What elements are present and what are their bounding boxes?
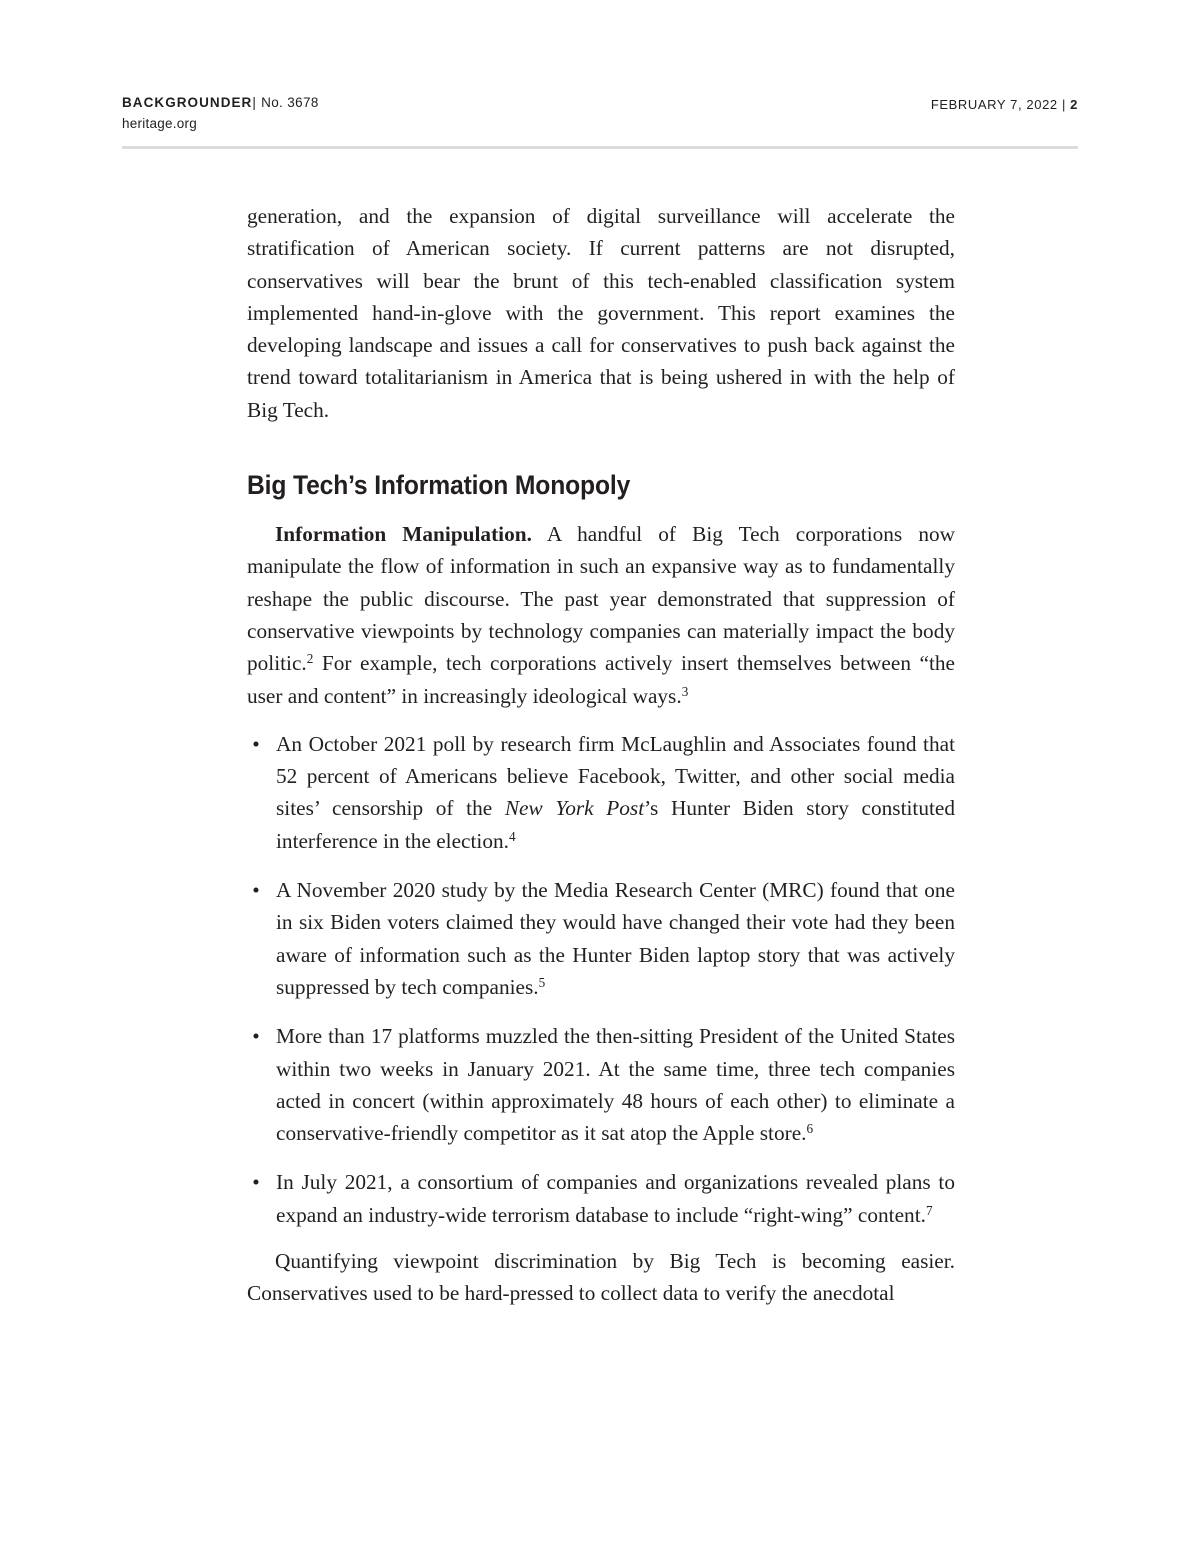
running-head-left bbox=[122, 96, 319, 130]
footnote-marker-7: 7 bbox=[925, 1202, 933, 1218]
footnote-marker-4: 4 bbox=[508, 828, 516, 844]
list-item-italic: New York Post bbox=[504, 796, 645, 821]
closing-paragraph: Quantifying viewpoint discrimination by Big Tech is becoming easier. Conservatives used to be hard-pressed to collect data to verify the anecdotal bbox=[247, 1249, 955, 1306]
footnote-marker-2: 2 bbox=[306, 651, 314, 667]
list-item-text-1: An October 2021 poll by research firm McLaughlin and Associates found that 52 percent of Americans believe Facebook, Twitter, and other social media sites’ censorship of the bbox=[276, 731, 955, 821]
publication-date: FEBRUARY 7, 2022 bbox=[930, 97, 1058, 112]
running-head-right bbox=[931, 97, 1078, 112]
information-manipulation-paragraph bbox=[247, 518, 955, 712]
website-url: heritage.org bbox=[122, 115, 198, 131]
paragraph-text-1: A handful of Big Tech corporations now manipulate the flow of information in such an expansive way as to fundamentally reshape the public discourse. The past year demonstrated that suppression of conservative viewpoints by technology companies can materially impact the body politic. bbox=[247, 522, 955, 676]
list-item-text-1: In July 2021, a consortium of companies and organizations revealed plans to expand an industry-wide terrorism database to include “right-wing” content. bbox=[276, 1170, 955, 1227]
spacer-before-heading bbox=[247, 426, 955, 470]
bullet-marker-icon: • bbox=[252, 731, 260, 756]
publication-line bbox=[122, 96, 319, 110]
list-item-text-2: ’s Hunter Biden story constituted interference in the election. bbox=[276, 796, 956, 853]
body-column bbox=[247, 200, 955, 1310]
footnote-marker-5: 5 bbox=[538, 975, 546, 991]
footnote-marker-3: 3 bbox=[681, 683, 689, 699]
list-item bbox=[247, 1020, 955, 1149]
running-head bbox=[122, 96, 1078, 142]
continued-paragraph: generation, and the expansion of digital surveillance will accelerate the stratification of American society. If current patterns are not disrupted, conservatives will bear the brunt of this tech-enabled classification system implemented hand-in-glove with the government. This report examines the developing landscape and issues a call for conservatives to push back against the trend toward totalitarianism in America that is being ushered in with the help of Big Tech. bbox=[247, 204, 955, 422]
section-heading: Big Tech’s Information Monopoly bbox=[247, 470, 631, 501]
publication-name: BACKGROUNDER bbox=[122, 95, 253, 110]
paragraph-text-2: For example, tech corporations actively insert themselves between “the user and content” in increasingly ideological ways. bbox=[247, 651, 955, 708]
spacer-between-items bbox=[247, 1149, 955, 1166]
spacer-between-items bbox=[247, 857, 955, 874]
bullet-list bbox=[247, 728, 955, 1231]
spacer-after-heading bbox=[247, 500, 955, 518]
footnote-marker-6: 6 bbox=[806, 1121, 814, 1137]
page-separator: | bbox=[1061, 97, 1066, 112]
page-number: 2 bbox=[1070, 97, 1078, 112]
publication-separator: | bbox=[252, 95, 257, 110]
list-item bbox=[247, 728, 955, 857]
list-item bbox=[247, 1166, 955, 1231]
list-item-text-1: A November 2020 study by the Media Research Center (MRC) found that one in six Biden voters claimed they would have changed their vote had they been aware of information such as the Hunter Biden laptop story that was actively suppressed by tech companies. bbox=[276, 878, 955, 999]
issue-number: No. 3678 bbox=[261, 95, 319, 110]
list-item-text-1: More than 17 platforms muzzled the then-sitting President of the United States within two weeks in January 2021. At the same time, three tech companies acted in concert (within approximately 48 hours of each other) to eliminate a conservative-friendly competitor as it sat atop the Apple store. bbox=[276, 1024, 955, 1146]
bullet-marker-icon: • bbox=[252, 1170, 260, 1195]
spacer-before-list bbox=[247, 712, 955, 728]
run-in-heading: Information Manipulation. bbox=[275, 522, 532, 547]
bullet-marker-icon: • bbox=[252, 1024, 260, 1049]
list-item bbox=[247, 874, 955, 1003]
header-divider-rule bbox=[122, 146, 1078, 149]
spacer-between-items bbox=[247, 1003, 955, 1020]
spacer-after-list bbox=[247, 1231, 955, 1245]
bullet-marker-icon: • bbox=[252, 878, 260, 903]
